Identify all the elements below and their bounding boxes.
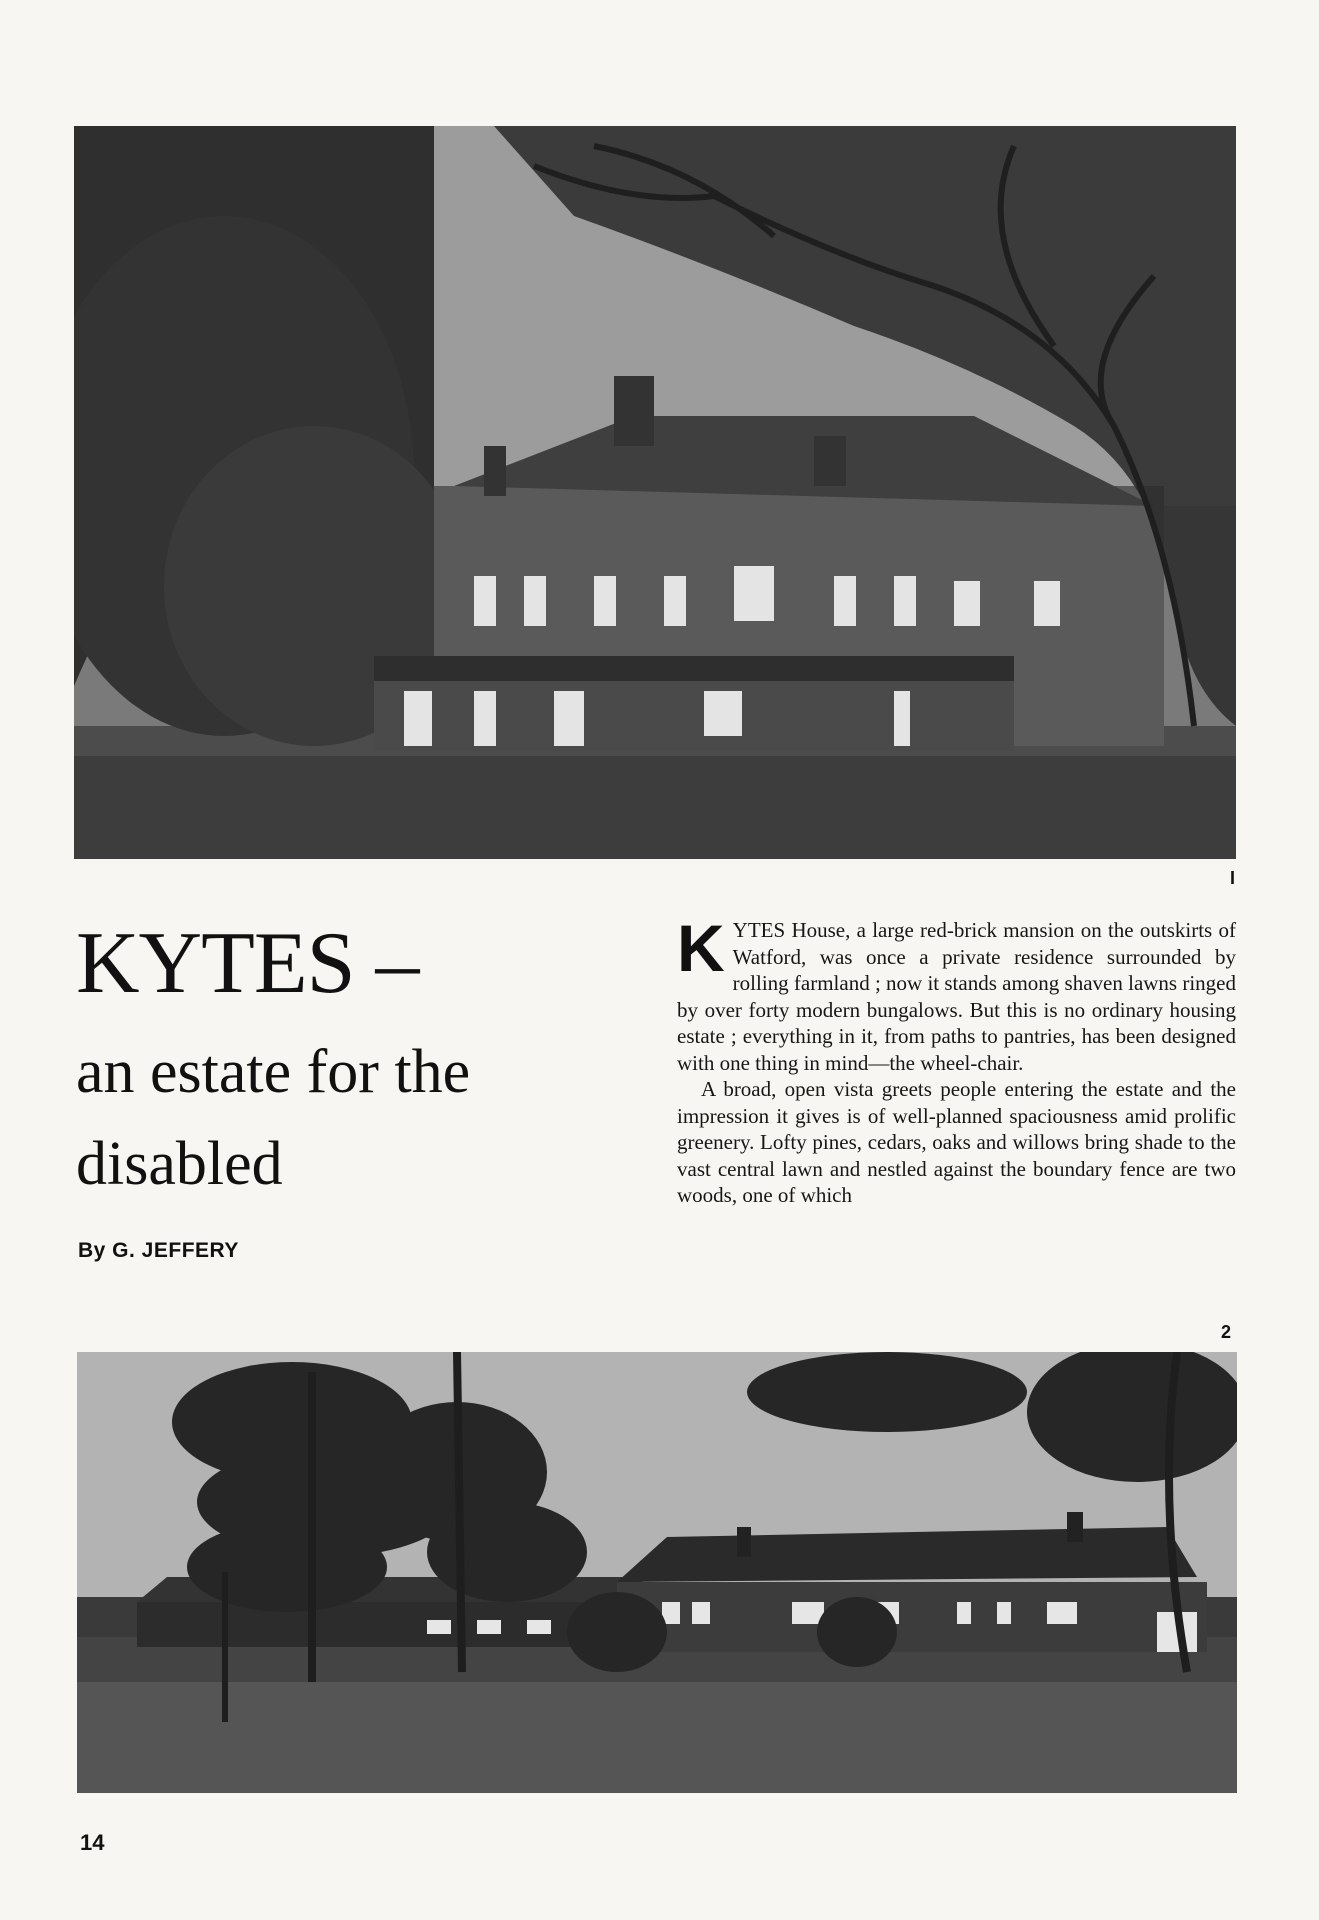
bungalows-photo <box>77 1352 1237 1793</box>
bungalows-illustration <box>77 1352 1237 1793</box>
figure-1-number: I <box>1230 868 1236 888</box>
page-number: 14 <box>80 1830 105 1855</box>
byline: By G. JEFFERY <box>78 1239 239 1262</box>
paragraph-1 <box>677 911 1236 1076</box>
article-body <box>677 911 1236 1209</box>
article-title: KYTES – <box>76 915 419 1012</box>
figure-2-number: 2 <box>1221 1322 1232 1342</box>
kytes-house-illustration <box>74 126 1236 859</box>
paragraph-1-text: YTES House, a large red-brick mansion on the outskirts of Watford, was once a private residence surrounded by rolling farmland ; now it stands among shaven lawns ringed by over forty modern bungalows. But this is no ordinary housing estate ; everything in it, from paths to pantries, has been designed with one thing in mind—the wheel-chair. <box>677 918 1236 1075</box>
drop-cap: K <box>677 911 725 985</box>
paragraph-2: A broad, open vista greets people entering the estate and the impression it gives is of well-planned spaciousness amid prolific greenery. Lofty pines, cedars, oaks and willows bring shade to the vast central lawn and nestled against the boundary fence are two woods, one of which <box>677 1077 1236 1207</box>
article-subtitle: an estate for the disabled <box>76 1038 471 1198</box>
kytes-house-photo <box>74 126 1236 859</box>
